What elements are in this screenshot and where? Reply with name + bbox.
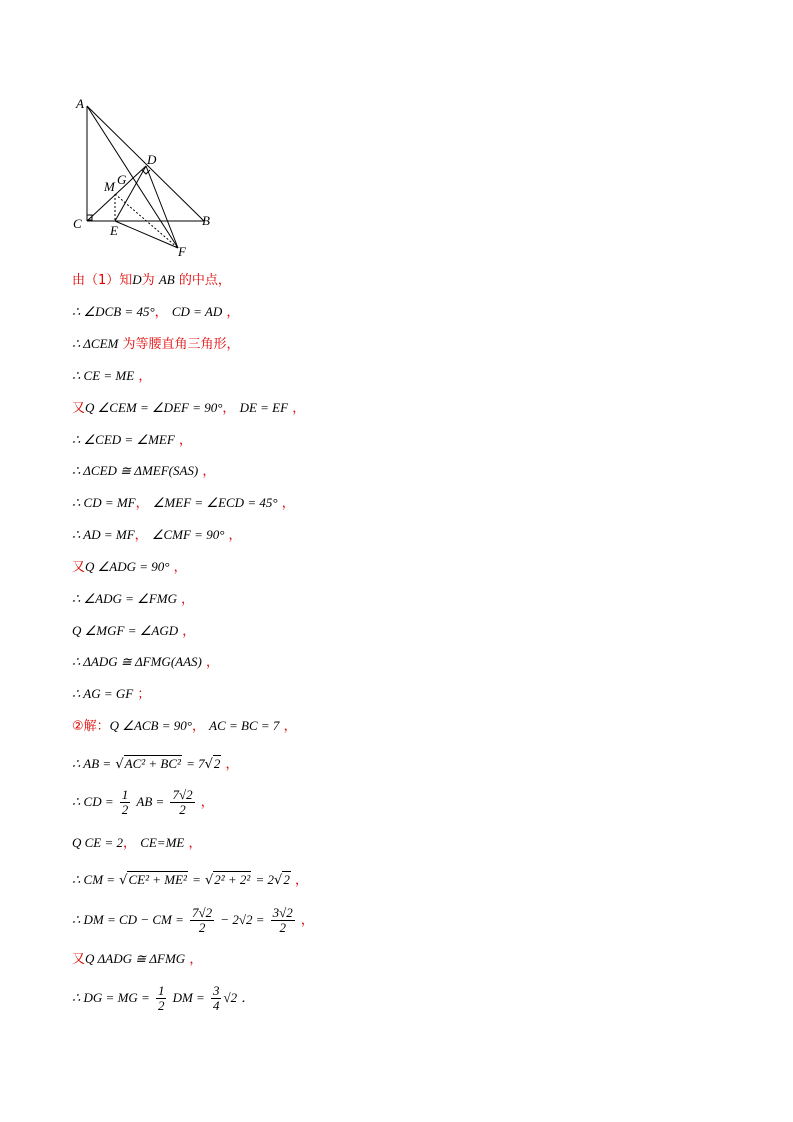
- solution-line-18: Q CE = 2， CE=ME ，: [72, 835, 202, 851]
- label-D: D: [147, 152, 157, 167]
- solution-line-8: ∴ CD = MF， ∠MEF = ∠ECD = 45° ，: [72, 495, 295, 511]
- fraction: $\frac{3√2}{2}$: [272, 905, 293, 935]
- segment-AF: [87, 106, 178, 248]
- solution-line-2: ∴ ∠DCB = 45°， CD = AD ，: [72, 304, 240, 320]
- solution-line-13: ∴ ΔADG ≅ ΔFMG(AAS) ，: [72, 654, 220, 670]
- solution-line-15: ②解：Q ∠ACB = 90°， AC = BC = 7 ，: [72, 718, 297, 734]
- solution-line-20: ∴ DM = CD − CM = $\frac{7√2}{2}$ − 2√2 = $\frac{3√2}{2}$ ，: [72, 905, 314, 935]
- fraction: $\frac{1}{2}$: [157, 983, 165, 1013]
- solution-line-17: ∴ CD = $\frac{1}{2}$ AB = $\frac{7√2}{2}$ ，: [72, 787, 214, 817]
- label-M: M: [104, 179, 115, 194]
- fraction: $\frac{3}{4}$: [212, 983, 220, 1013]
- solution-line-12: Q ∠MGF = ∠AGD ，: [72, 623, 196, 639]
- fraction: $\frac{7√2}{2}$: [172, 787, 193, 817]
- solution-line-1: 由（1）知D为 AB 的中点，: [72, 272, 231, 288]
- solution-line-14: ∴ AG = GF ；: [72, 686, 151, 702]
- segment-DF: [146, 166, 178, 248]
- segment-AB: [87, 106, 204, 221]
- solution-line-4: ∴ CE = ME ，: [72, 368, 152, 384]
- solution-line-5: 又Q ∠CEM = ∠DEF = 90°， DE = EF ，: [72, 400, 306, 416]
- solution-line-10: 又Q ∠ADG = 90° ，: [72, 559, 187, 575]
- solution-line-11: ∴ ∠ADG = ∠FMG ，: [72, 591, 195, 607]
- label-G: G: [117, 172, 127, 187]
- solution-line-16: ∴ AB = √AC² + BC² = 7√2 ，: [72, 756, 239, 772]
- solution-line-21: 又Q ΔADG ≅ ΔFMG ，: [72, 951, 203, 967]
- solution-line-7: ∴ ΔCED ≅ ΔMEF(SAS) ，: [72, 463, 216, 479]
- solution-line-6: ∴ ∠CED = ∠MEF ，: [72, 432, 192, 448]
- solution-line-22: ∴ DG = MG = $\frac{1}{2}$ DM = $\frac{3}{4}$ √2 ．: [72, 983, 255, 1013]
- fraction: $\frac{7√2}{2}$: [192, 905, 213, 935]
- solution-line-19: ∴ CM = √CE² + ME² = √2² + 2² = 2√2 ，: [72, 872, 308, 888]
- solution-line-3: ∴ ΔCEM 为等腰直角三角形，: [72, 336, 240, 352]
- geometry-figure: [68, 92, 228, 262]
- label-C: C: [73, 216, 82, 231]
- label-F: F: [178, 244, 186, 259]
- label-B: B: [202, 213, 210, 228]
- fraction: $\frac{1}{2}$: [121, 787, 129, 817]
- label-E: E: [110, 223, 118, 238]
- label-A: A: [76, 96, 84, 111]
- solution-line-9: ∴ AD = MF， ∠CMF = 90° ，: [72, 527, 242, 543]
